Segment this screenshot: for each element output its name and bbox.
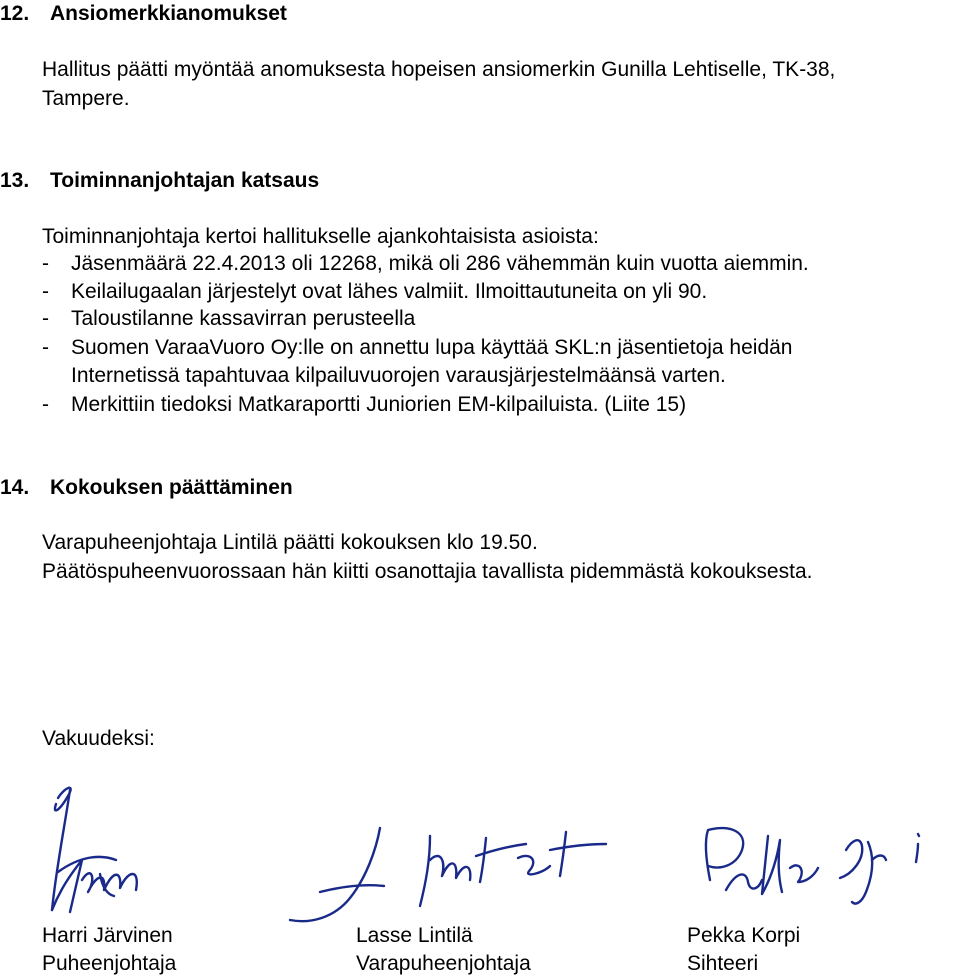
signature-harri-jarvinen [30,760,230,930]
bullet-item-4-line-1: Suomen VaraaVuoro Oy:lle on annettu lupa käyttää SKL:n jäsentietoja heidän [71,336,793,359]
section-13-intro: Toiminnanjohtaja kertoi hallitukselle ajankohtaisista asioista: [42,225,599,248]
bullet-marker: - [42,307,49,330]
bullet-marker: - [42,280,49,303]
section-12-text-line-1: Hallitus päätti myöntää anomuksesta hopeisen ansiomerkin Gunilla Lehtiselle, TK-38, [42,58,836,81]
section-12-number: 12. [0,2,30,25]
signatory-2-name: Lasse Lintilä [356,924,473,947]
bullet-item-3: Taloustilanne kassavirran perusteella [71,307,416,330]
signatory-1-name: Harri Järvinen [42,924,173,947]
signatory-2-role: Varapuheenjohtaja [356,952,531,975]
section-12-title: Ansiomerkkianomukset [50,2,287,25]
section-14-text-line-1: Varapuheenjohtaja Lintilä päätti kokouksen klo 19.50. [42,531,538,554]
bullet-marker: - [42,393,49,416]
signatory-3-name: Pekka Korpi [687,924,801,947]
signatory-3-role: Sihteeri [687,952,759,975]
bullet-marker: - [42,336,49,359]
section-12-text-line-2: Tampere. [42,87,130,110]
bullet-item-5: Merkittiin tiedoksi Matkaraportti Juniorien EM-kilpailuista. (Liite 15) [71,393,687,416]
section-13-title: Toiminnanjohtajan katsaus [50,169,320,192]
bullet-item-2: Keilailugaalan järjestelyt ovat lähes valmiit. Ilmoittautuneita on yli 90. [71,280,708,303]
section-14-text-line-2: Päätöspuheenvuorossaan hän kiitti osanottajia tavallista pidemmästä kokouksesta. [42,560,813,583]
bullet-item-4-line-2: Internetissä tapahtuvaa kilpailuvuorojen varausjärjestelmäänsä varten. [71,364,726,387]
section-14-number: 14. [0,476,30,499]
signature-pekka-korpi [690,820,940,920]
signatory-1-role: Puheenjohtaja [42,952,177,975]
signature-lasse-lintila [280,820,610,930]
bullet-item-1: Jäsenmäärä 22.4.2013 oli 12268, mikä oli 286 vähemmän kuin vuotta aiemmin. [71,252,809,275]
bullet-marker: - [42,252,49,275]
section-14-title: Kokouksen päättäminen [50,476,293,499]
attestation-label: Vakuudeksi: [42,727,155,750]
section-13-number: 13. [0,169,30,192]
